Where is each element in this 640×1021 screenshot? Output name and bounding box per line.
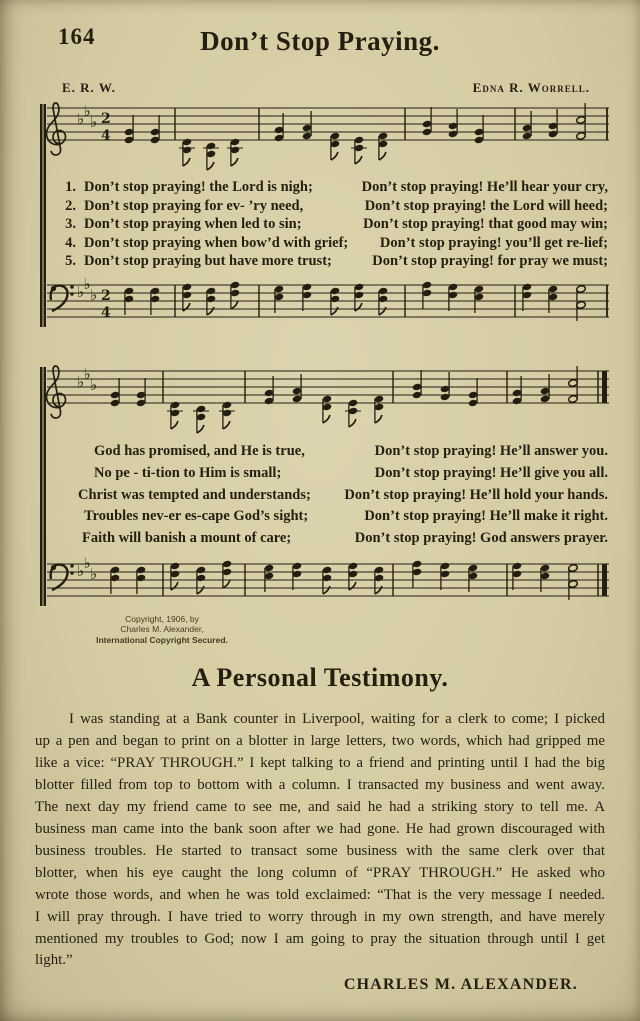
byline-row <box>62 80 590 96</box>
hymn-title: Don’t Stop Praying. <box>200 26 440 56</box>
svg-text:♭: ♭ <box>77 110 85 128</box>
svg-text:♭: ♭ <box>77 561 85 580</box>
verse-number: 4. <box>65 234 76 251</box>
verse-bass-staff <box>45 273 611 333</box>
svg-text:♭: ♭ <box>77 372 85 391</box>
verse-text: Don’t stop praying! you’ll get re-lief; <box>379 234 608 251</box>
verse-number: 2. <box>65 197 76 214</box>
chorus-line <box>54 485 612 507</box>
copyright-line: Charles M. Alexander, <box>120 624 204 635</box>
svg-text:♭: ♭ <box>90 564 98 583</box>
chorus-line <box>54 528 612 550</box>
music-system-verse <box>40 96 612 333</box>
copyright-line: International Copyright Secured. <box>96 634 228 645</box>
svg-text:4: 4 <box>101 128 111 144</box>
verse-line <box>52 252 612 271</box>
chorus-text: Faith will banish a mount of care; <box>82 530 292 547</box>
svg-text:♭: ♭ <box>90 375 98 394</box>
testimony-heading: A Personal Testimony. <box>191 663 449 693</box>
chorus-text: Don’t stop praying! He’ll answer you. <box>374 442 608 459</box>
hymn-number: 164 <box>58 24 96 49</box>
svg-text:♭: ♭ <box>90 113 98 131</box>
verse-number: 1. <box>65 179 76 195</box>
testimony-signature: CHARLES M. ALEXANDER. <box>343 976 578 994</box>
chorus-text: God has promised, and He is true, <box>94 442 305 459</box>
testimony-paragraph: I was standing at a Bank counter in Liverpool, waiting for a clerk to come; I picked up a pen and began to print on a blotter in large letters, two words, which had gripped me like a vice: “PRAY THROUGH.” I kept talking to a friend and printing until I had the big blotter filled from top to bottom with a column. I transacted my business and went away. The next day my friend came to see me, and said he had a striking story to tell me. A business man came into the bank soon after we had gone. He had grown discouraged with business troubles. He started to transact some business with the same clerk over that blotter, when his eye caught the long column of “PRAY THROUGH.” He asked who wrote those words, and when he was told exclaimed: “That is the very message I needed. I will pray through. I have tried to worry through in my own strength, and have merely mentioned my troubles to God; now I am going to pray the situation through until I get light.” <box>35 711 605 969</box>
verse-number: 5. <box>65 253 76 270</box>
chorus-line <box>54 506 612 528</box>
svg-text:♭: ♭ <box>77 282 85 301</box>
copyright-line: Copyright, 1906, by <box>125 613 199 624</box>
verse-text: Don’t stop praying! that good may win; <box>363 216 608 233</box>
verse-line <box>52 215 612 234</box>
verse-text: Don’t stop praying when bow’d with grief; <box>84 234 349 251</box>
verse-text: Don’t stop praying for ev- ’ry need, <box>84 197 304 214</box>
chorus-line <box>54 441 612 463</box>
chorus-block <box>54 441 612 550</box>
chorus-text: Don’t stop praying! He’ll make it right. <box>364 508 608 525</box>
svg-text:2: 2 <box>101 111 111 127</box>
chorus-text: No pe - ti-tion to Him is small; <box>94 464 282 481</box>
svg-text:2: 2 <box>101 287 111 304</box>
verse-treble-staff <box>45 96 611 174</box>
chorus-text: Christ was tempted and understands; <box>78 486 311 503</box>
verse-text: Don’t stop praying! the Lord will heed; <box>364 197 608 214</box>
chorus-text: Don’t stop praying! God answers prayer. <box>354 530 608 547</box>
chorus-text: Don’t stop praying! He’ll hold your hands. <box>344 486 608 503</box>
verse-text: Don’t stop praying! the Lord is nigh; <box>84 179 313 195</box>
author-name: Edna R. Worrell. <box>472 80 590 95</box>
chorus-line <box>54 463 612 485</box>
composer-initials: E. R. W. <box>62 80 116 95</box>
music-system-chorus <box>40 359 612 612</box>
svg-text:♭: ♭ <box>83 553 91 572</box>
svg-text:4: 4 <box>101 304 111 321</box>
chorus-text: Troubles nev-er es-cape God’s sight; <box>84 508 309 525</box>
verse-text: Don’t stop praying! for pray we must; <box>372 253 608 270</box>
chorus-text: Don’t stop praying! He’ll give you all. <box>374 464 608 481</box>
verse-line <box>52 178 612 197</box>
copyright-notice <box>52 614 272 646</box>
chorus-bass-staff <box>45 552 611 612</box>
svg-text:♭: ♭ <box>83 274 91 293</box>
system-left-barline <box>40 104 46 327</box>
verse-text: Don’t stop praying when led to sin; <box>84 216 302 233</box>
verse-line <box>52 234 612 253</box>
chorus-treble-staff <box>45 359 611 437</box>
verse-number: 3. <box>65 216 76 233</box>
hymn-header <box>0 0 640 78</box>
system-left-barline <box>40 367 46 606</box>
verse-text: Don’t stop praying but have more trust; <box>84 253 332 270</box>
verses-block <box>52 178 612 271</box>
svg-text:♭: ♭ <box>90 285 98 304</box>
verse-line <box>52 197 612 216</box>
verse-text: Don’t stop praying! He’ll hear your cry, <box>361 179 608 195</box>
svg-text:♭: ♭ <box>83 364 91 383</box>
svg-text:♭: ♭ <box>83 102 91 120</box>
